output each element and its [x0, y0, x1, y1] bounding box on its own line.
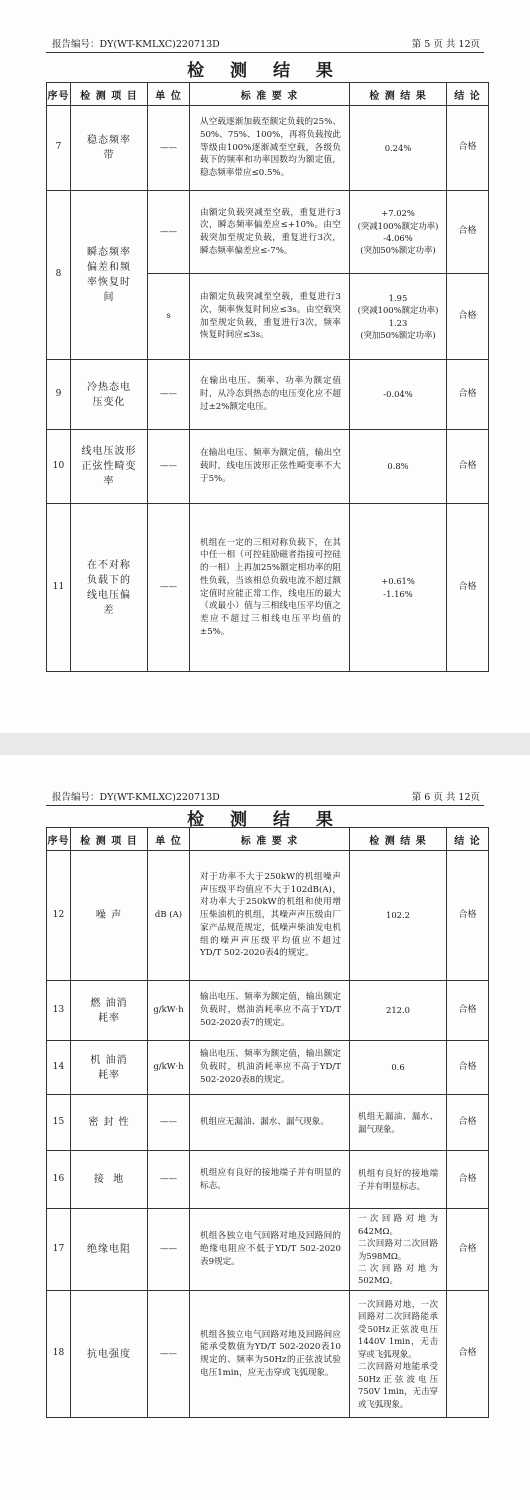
row-unit: —— — [148, 1095, 190, 1151]
row-unit: g/kW·h — [148, 1041, 190, 1095]
row-requirement: 机组各独立电气回路对地及回路间应能承受数值为YD/T 502-2020表10规定的、频率为50Hz的正弦波试验电压1min，应无击穿或飞弧现象。 — [190, 1291, 350, 1418]
row-result: 1.95 (突减100%额定功率) 1.23 (突加50%额定功率) — [350, 274, 447, 360]
col-header-result: 检 测 结 果 — [350, 828, 447, 851]
results-table — [46, 827, 489, 1418]
row-requirement: 从空载逐渐加载至额定负载的25%、50%、75%、100%，再将负载按此等级由100%逐渐减至空载，各级负载下的频率和功率因数均为额定值，稳态频率带应≤0.5%。 — [190, 106, 350, 191]
row-no: 16 — [47, 1151, 71, 1209]
row-item: 稳态频率带 — [71, 106, 148, 191]
report-number: 报告编号：DY(WT-KMLXC)220713D — [52, 39, 220, 50]
row-item: 瞬态频率偏差和频率恢复时间 — [71, 191, 148, 360]
row-requirement: 机组各独立电气回路对地及回路间的绝缘电阻应不低于YD/T 502-2020表9规定。 — [190, 1209, 350, 1291]
row-conclusion: 合格 — [447, 274, 489, 360]
page-title: 检 测 结 果 — [187, 61, 343, 81]
row-item: 机 油消耗率 — [71, 1041, 148, 1095]
row-item: 噪 声 — [71, 851, 148, 981]
row-no: 12 — [47, 851, 71, 981]
col-header-unit: 单 位 — [148, 828, 190, 851]
row-no: 9 — [47, 360, 71, 430]
row-conclusion: 合格 — [447, 504, 489, 672]
page-title: 检 测 结 果 — [187, 810, 343, 830]
row-unit: —— — [148, 106, 190, 191]
row-result: 0.6 — [350, 1041, 447, 1095]
col-header-item: 检 测 项 目 — [71, 83, 148, 106]
row-conclusion: 合格 — [447, 360, 489, 430]
row-conclusion: 合格 — [447, 1209, 489, 1291]
row-requirement: 输出电压、频率为额定值，输出额定负载时，机油消耗率应不高于YD/T 502-2020表8的规定。 — [190, 1041, 350, 1095]
row-requirement: 机组应无漏油、漏水、漏气现象。 — [190, 1095, 350, 1151]
row-item: 燃 油消耗率 — [71, 981, 148, 1041]
row-item: 抗电强度 — [71, 1291, 148, 1418]
row-unit: —— — [148, 360, 190, 430]
row-item: 在不对称负载下的线电压偏差 — [71, 504, 148, 672]
row-result: -0.04% — [350, 360, 447, 430]
row-unit: —— — [148, 504, 190, 672]
table-header-row — [47, 828, 489, 851]
table-row — [47, 1151, 489, 1209]
col-header-requirement: 标 准 要 求 — [190, 828, 350, 851]
row-item: 密 封 性 — [71, 1095, 148, 1151]
col-header-no: 序号 — [47, 83, 71, 106]
col-header-result: 检 测 结 果 — [350, 83, 447, 106]
row-no: 14 — [47, 1041, 71, 1095]
row-conclusion: 合格 — [447, 1041, 489, 1095]
row-unit: —— — [148, 1291, 190, 1418]
row-conclusion: 合格 — [447, 851, 489, 981]
row-requirement: 由额定负载突减至空载，重复进行3次，瞬态频率偏差应≤+10%。由空载突加至规定负载，重复进行3次，瞬态频率偏差应≤-7%。 — [190, 191, 350, 274]
row-no: 18 — [47, 1291, 71, 1418]
row-requirement: 机组应有良好的接地端子并有明显的标志。 — [190, 1151, 350, 1209]
row-no: 13 — [47, 981, 71, 1041]
col-header-no: 序号 — [47, 828, 71, 851]
row-result: 机组无漏油、漏水、漏气现象。 — [350, 1095, 447, 1151]
row-result: 0.24% — [350, 106, 447, 191]
row-conclusion: 合格 — [447, 1291, 489, 1418]
row-conclusion: 合格 — [447, 191, 489, 274]
row-no: 17 — [47, 1209, 71, 1291]
table-row — [47, 106, 489, 191]
results-table — [46, 82, 489, 672]
row-item: 绝缘电阻 — [71, 1209, 148, 1291]
page-header — [46, 791, 484, 806]
report-number: 报告编号：DY(WT-KMLXC)220713D — [52, 792, 220, 803]
row-result: 机组有良好的接地端子并有明显标志。 — [350, 1151, 447, 1209]
table-header-row — [47, 83, 489, 106]
row-unit: —— — [148, 1151, 190, 1209]
row-no: 11 — [47, 504, 71, 672]
col-header-conclusion: 结 论 — [447, 83, 489, 106]
row-unit: —— — [148, 1209, 190, 1291]
row-unit: s — [148, 274, 190, 360]
row-result: 一次回路对地，一次回路对二次回路能承受50Hz正弦波电压1440V 1min，无击穿或飞弧现象。 二次回路对地能承受50Hz正弦波电压750V 1min，无击穿或飞弧现象。 — [350, 1291, 447, 1418]
row-conclusion: 合格 — [447, 1095, 489, 1151]
table-row — [47, 981, 489, 1041]
row-requirement: 机组在一定的三相对称负载下，在其中任一相（可控硅励磁者指接可控硅的一相）上再加25%额定相功率的阻性负载，当该相总负载电流不超过额定值时应能正常工作，线电压的最大（或最小）值与三相线电压平均值之差应不超过三相线电压平均值的±5%。 — [190, 504, 350, 672]
row-result: 212.0 — [350, 981, 447, 1041]
page-number: 第 5 页 共 12页 — [411, 39, 480, 50]
row-requirement: 输出电压、频率为额定值，输出额定负载时，燃油消耗率应不高于YD/T 502-2020表7的规定。 — [190, 981, 350, 1041]
row-result: +0.61% -1.16% — [350, 504, 447, 672]
row-unit: g/kW·h — [148, 981, 190, 1041]
page-gap — [0, 733, 530, 755]
row-result: 一次回路对地为642MΩ。 二次回路对二次回路为598MΩ。 二次回路对地为502MΩ。 — [350, 1209, 447, 1291]
row-requirement: 在输出电压、频率、功率为额定值时，从冷态到热态的电压变化应不超过±2%额定电压。 — [190, 360, 350, 430]
row-result: 102.2 — [350, 851, 447, 981]
table-row — [47, 851, 489, 981]
row-unit: dB (A) — [148, 851, 190, 981]
row-no: 10 — [47, 430, 71, 504]
row-result: +7.02% (突减100%额定功率) -4.06% (突加50%额定功率) — [350, 191, 447, 274]
table-row — [47, 504, 489, 672]
col-header-item: 检 测 项 目 — [71, 828, 148, 851]
table-row — [47, 191, 489, 274]
row-result: 0.8% — [350, 430, 447, 504]
col-header-unit: 单 位 — [148, 83, 190, 106]
row-no: 15 — [47, 1095, 71, 1151]
row-item: 冷热态电压变化 — [71, 360, 148, 430]
table-row — [47, 1291, 489, 1418]
page-number: 第 6 页 共 12页 — [411, 792, 480, 803]
table-row — [47, 430, 489, 504]
row-conclusion: 合格 — [447, 981, 489, 1041]
row-item: 接 地 — [71, 1151, 148, 1209]
row-conclusion: 合格 — [447, 430, 489, 504]
col-header-conclusion: 结 论 — [447, 828, 489, 851]
row-conclusion: 合格 — [447, 1151, 489, 1209]
row-conclusion: 合格 — [447, 106, 489, 191]
table-row — [47, 360, 489, 430]
report-page-6 — [0, 755, 530, 1500]
row-requirement: 对于功率不大于250kW的机组噪声声压级平均值应不大于102dB(A)，对功率大于250kW的机组和使用增压柴油机的机组，其噪声声压级由厂家产品规范规定，低噪声柴油发电机组的噪声声压级平均值应不超过YD/T 502-2020表4的规定。 — [190, 851, 350, 981]
col-header-requirement: 标 准 要 求 — [190, 83, 350, 106]
table-row — [47, 1041, 489, 1095]
table-row — [47, 1209, 489, 1291]
row-unit: —— — [148, 191, 190, 274]
page-header — [46, 38, 484, 53]
table-row — [47, 1095, 489, 1151]
row-requirement: 在输出电压、频率为额定值，输出空载时，线电压波形正弦性畸变率不大于5%。 — [190, 430, 350, 504]
row-item: 线电压波形正弦性畸变率 — [71, 430, 148, 504]
row-no: 8 — [47, 191, 71, 360]
row-requirement: 由额定负载突减至空载，重复进行3次，频率恢复时间应≤3s。由空载突加至规定负载，重复进行3次，频率恢复时间应≤3s。 — [190, 274, 350, 360]
row-unit: —— — [148, 430, 190, 504]
report-page-5 — [0, 0, 530, 733]
row-no: 7 — [47, 106, 71, 191]
